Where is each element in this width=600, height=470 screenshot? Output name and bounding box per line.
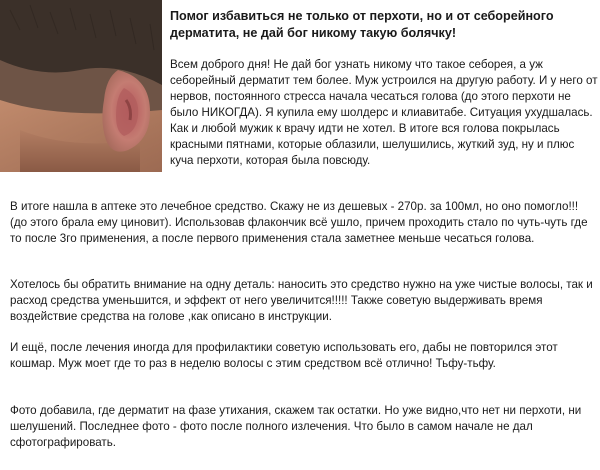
review-paragraph: Фото добавила, где дерматит на фазе утихания, скажем так остатки. Но уже видно,что нет ни перхоти, ни шелушений. Последнее фото - фото после полного излечения. Что было в самом начале не дал сфотографировать.: [10, 404, 582, 449]
review-paragraph: В итоге нашла в аптеке это лечебное средство. Скажу не из дешевых - 270р. за 100мл, но оно помогло!!! (до этого брала ему циновит). Использовав флакончик всё ушло, причем проходить стало по чуть-чуть где то после 3го применения, а после первого применения стала заметнее меньше чесаться голова.: [10, 200, 588, 245]
review-title: Помог избавиться не только от перхоти, но и от себорейного дерматита, не дай бог никому такую болячку!: [170, 9, 554, 40]
review-paragraph: И ещё, после лечения иногда для профилактики советую использовать его, дабы не повторился этот кошмар. Муж моет где то раз в неделю волосы с этим средством всё отлично! Тьфу-тьфу.: [10, 341, 558, 370]
review-paragraph: Всем доброго дня! Не дай бог узнать никому что такое себорея, а уж себорейный дерматит тем более. Муж устроился на другую работу. И у него от нервов, постоянного стресса начала чесаться голова (до этого перхоти не было НИКОГДА). Я купила ему шолдерс и клиавитабе. Ситуация ухудшалась. Как и любой мужик к врачу идти не хотел. В итоге вся голова покрылась красными пятнами, которые облазили, шелушились, жуткий зуд, ну и плюс куча перхоти, которая была повсюду.: [170, 58, 598, 167]
ear-scalp-photo: [0, 0, 162, 172]
review-paragraph: Хотелось бы обратить внимание на одну деталь: наносить это средство нужно на уже чистые волосы, так и расход средства уменьшится, и эффект от него увеличится!!!!! Также советую выдерживать время воздействие средства на голове ,как описано в инструкции.: [10, 278, 593, 323]
